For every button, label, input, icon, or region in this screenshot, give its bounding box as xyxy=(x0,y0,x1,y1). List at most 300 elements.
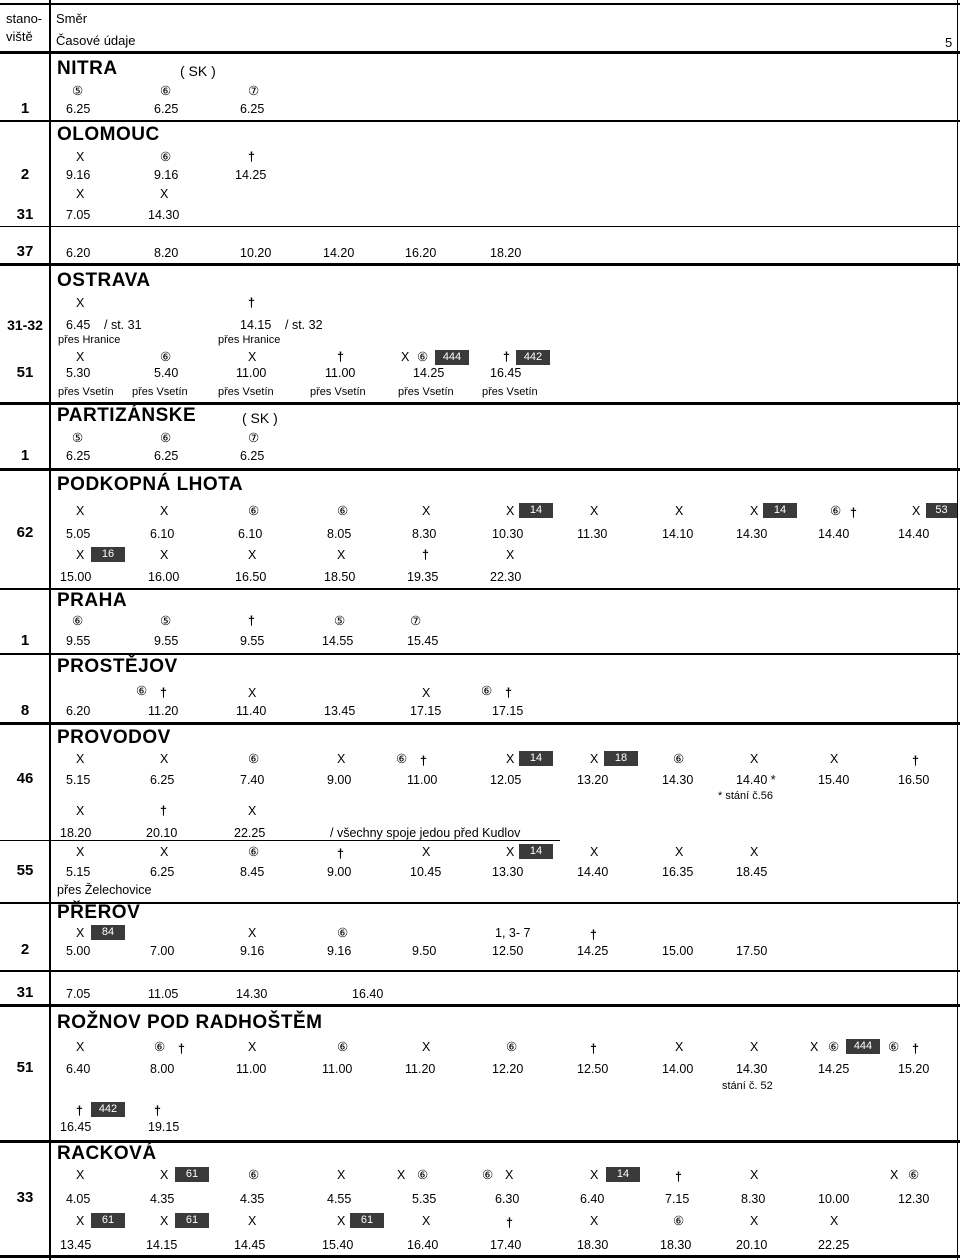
day-symbol: † xyxy=(248,296,255,310)
stand-number: 8 xyxy=(20,702,30,719)
stand-number: 1 xyxy=(20,447,30,464)
stand-number: 62 xyxy=(16,524,34,541)
day-symbol: X xyxy=(248,926,257,940)
departure-time: 15.40 xyxy=(322,1238,354,1252)
day-symbol: ⑥ xyxy=(888,1040,900,1054)
day-symbol: ⑥ xyxy=(482,1168,494,1182)
departure-time: 9.16 xyxy=(240,944,265,958)
departure-time: 19.15 xyxy=(148,1120,180,1134)
departure-time: 9.55 xyxy=(66,634,91,648)
day-symbol: X xyxy=(248,804,257,818)
day-symbol: X xyxy=(76,187,85,201)
border-bottom xyxy=(0,1255,960,1258)
departure-time: 6.20 xyxy=(66,246,91,260)
day-symbol: X xyxy=(248,548,257,562)
divider-prerov xyxy=(0,1004,960,1007)
day-symbol: ⑤ xyxy=(72,431,84,445)
day-symbol: X xyxy=(750,752,759,766)
departure-time: 10.20 xyxy=(240,246,272,260)
day-symbol: ⑥ xyxy=(830,504,842,518)
destination-ostrava: OSTRAVA xyxy=(57,270,151,291)
departure-time: 9.50 xyxy=(412,944,437,958)
day-symbol: X xyxy=(675,845,684,859)
departure-time: 11.00 xyxy=(322,1062,353,1076)
departure-time: 6.45 xyxy=(66,318,91,332)
departure-time: 6.20 xyxy=(66,704,91,718)
day-symbol: X xyxy=(422,1040,431,1054)
header-stand-label-2: viště xyxy=(6,29,33,44)
departure-time: 10.30 xyxy=(492,527,524,541)
day-symbol: X xyxy=(810,1040,819,1054)
divider-partizanske xyxy=(0,468,960,471)
departure-time: 5.00 xyxy=(66,944,91,958)
country-sk: ( SK ) xyxy=(180,63,216,79)
line-badge: 53 xyxy=(926,503,957,518)
line-badge: 14 xyxy=(519,751,553,766)
departure-time: 9.16 xyxy=(327,944,352,958)
departure-time: 10.45 xyxy=(410,865,442,879)
departure-time: 4.35 xyxy=(150,1192,175,1206)
departure-time: 12.20 xyxy=(492,1062,524,1076)
departure-time: 6.30 xyxy=(495,1192,520,1206)
departure-time: 17.40 xyxy=(490,1238,522,1252)
day-symbol: † xyxy=(590,928,597,942)
departure-time: 14.30 xyxy=(662,773,694,787)
stand-number: 51 xyxy=(16,1059,34,1076)
departure-time: 7.00 xyxy=(150,944,175,958)
departure-time: 6.40 xyxy=(66,1062,91,1076)
departure-time: 8.00 xyxy=(150,1062,175,1076)
departure-time: 16.50 xyxy=(898,773,930,787)
day-symbol: X xyxy=(160,548,169,562)
departure-time: 16.40 xyxy=(352,987,384,1001)
line-badge: 14 xyxy=(519,844,553,859)
departure-time: 6.25 xyxy=(150,865,175,879)
departure-time: 8.05 xyxy=(327,527,352,541)
day-symbol: † xyxy=(76,1104,83,1118)
departure-time: 16.35 xyxy=(662,865,694,879)
departure-time: 5.05 xyxy=(66,527,91,541)
via-note: přes Vsetín xyxy=(132,386,188,398)
departure-time: 6.10 xyxy=(150,527,175,541)
header-times: Časové údaje xyxy=(56,33,136,48)
day-symbol: ⑤ xyxy=(72,84,84,98)
day-symbol: X xyxy=(76,350,85,364)
divider-podkopna xyxy=(0,588,960,590)
departure-time: 11.20 xyxy=(148,704,179,718)
departure-time: 14.15 xyxy=(146,1238,178,1252)
departure-time: 17.15 xyxy=(492,704,524,718)
departure-time: 11.20 xyxy=(405,1062,436,1076)
departure-time: 14.25 xyxy=(818,1062,850,1076)
day-symbol: † xyxy=(160,686,167,700)
stand-note: / st. 32 xyxy=(285,318,323,332)
day-symbol: X xyxy=(76,845,85,859)
via-note: přes Vsetín xyxy=(58,386,114,398)
day-symbol: † xyxy=(506,1216,513,1230)
departure-time: 6.25 xyxy=(154,449,179,463)
stand-note: * stání č.56 xyxy=(718,790,774,802)
day-symbol: ⑥ xyxy=(72,614,84,628)
departure-time: 20.10 xyxy=(736,1238,768,1252)
day-symbol: ⑥ xyxy=(337,504,349,518)
line-badge: 444 xyxy=(846,1039,880,1054)
route-note: / všechny spoje jedou před Kudlov xyxy=(330,826,521,840)
day-symbol: ⑦ xyxy=(248,431,260,445)
day-symbol: ⑥ xyxy=(154,1040,166,1054)
departure-time: 14.25 xyxy=(235,168,267,182)
departure-time: 14.25 xyxy=(577,944,609,958)
day-symbol: ⑥ xyxy=(160,84,172,98)
departure-time: 15.45 xyxy=(407,634,439,648)
departure-time: 5.35 xyxy=(412,1192,437,1206)
day-symbol: † xyxy=(422,548,429,562)
day-symbol: ⑥ xyxy=(248,1168,260,1182)
departure-time: 11.40 xyxy=(236,704,267,718)
departure-time: 7.05 xyxy=(66,987,91,1001)
stand-note: stání č. 52 xyxy=(722,1080,773,1092)
departure-time: 22.25 xyxy=(234,826,266,840)
departure-time: 14.30 xyxy=(148,208,180,222)
line-badge: 61 xyxy=(350,1213,384,1228)
departure-time: 16.45 xyxy=(60,1120,92,1134)
departure-time: 8.30 xyxy=(741,1192,766,1206)
departure-time: 18.45 xyxy=(736,865,768,879)
page-number: 5 xyxy=(945,35,953,50)
stand-number: 37 xyxy=(16,243,34,260)
day-symbol: X xyxy=(750,1214,759,1228)
day-symbol: X xyxy=(397,1168,406,1182)
day-symbol: X xyxy=(401,350,410,364)
departure-time: 13.45 xyxy=(60,1238,92,1252)
destination-provodov: PROVODOV xyxy=(57,727,171,748)
via-note: přes Vsetín xyxy=(218,386,274,398)
departure-time: 19.35 xyxy=(407,570,439,584)
departure-time: 5.40 xyxy=(154,366,179,380)
departure-time: 22.25 xyxy=(818,1238,850,1252)
departure-time: 8.20 xyxy=(154,246,179,260)
day-symbol: X xyxy=(590,1214,599,1228)
departure-time: 11.00 xyxy=(325,366,356,380)
line-badge: 84 xyxy=(91,925,125,940)
day-symbol: X xyxy=(337,1214,346,1228)
departure-time: 12.50 xyxy=(577,1062,609,1076)
line-badge: 442 xyxy=(91,1102,125,1117)
stand-number: 55 xyxy=(16,862,34,879)
day-symbol: † xyxy=(337,350,344,364)
via-note: přes Hranice xyxy=(58,334,121,346)
via-note: přes Vsetín xyxy=(310,386,366,398)
day-symbol: † xyxy=(248,614,255,628)
day-symbol: X xyxy=(337,548,346,562)
departure-time: 11.00 xyxy=(236,1062,267,1076)
day-symbol: X xyxy=(506,752,515,766)
departure-time: 14.20 xyxy=(323,246,355,260)
day-symbol: † xyxy=(420,754,427,768)
departure-time: 6.40 xyxy=(580,1192,605,1206)
divider-prostejov xyxy=(0,722,960,725)
divider-provodov-46 xyxy=(0,840,560,841)
departure-time: 8.30 xyxy=(412,527,437,541)
departure-time: 9.00 xyxy=(327,773,352,787)
day-symbol: X xyxy=(76,804,85,818)
day-symbol: X xyxy=(76,504,85,518)
day-symbol: † xyxy=(154,1104,161,1118)
departure-time: 15.40 xyxy=(818,773,850,787)
departure-time: 17.15 xyxy=(410,704,442,718)
day-symbol: X xyxy=(76,150,85,164)
day-symbol: † xyxy=(248,150,255,164)
column-divider xyxy=(49,0,51,1260)
header-stand-label: stano- xyxy=(6,11,43,26)
departure-time: 11.05 xyxy=(148,987,179,1001)
departure-time: 11.00 xyxy=(407,773,438,787)
day-symbol: ⑥ xyxy=(337,1040,349,1054)
day-symbol: X xyxy=(506,504,515,518)
day-symbol: ⑥ xyxy=(160,350,172,364)
departure-time: 9.55 xyxy=(154,634,179,648)
day-symbol: X xyxy=(912,504,921,518)
departure-time: 14.40 * xyxy=(736,773,776,787)
departure-time: 9.16 xyxy=(154,168,179,182)
departure-time: 13.45 xyxy=(324,704,356,718)
day-symbol: ⑥ xyxy=(136,684,148,698)
departure-time: 5.15 xyxy=(66,773,91,787)
line-badge: 14 xyxy=(606,1167,640,1182)
day-symbol: X xyxy=(506,548,515,562)
day-symbol: X xyxy=(76,1040,85,1054)
day-symbol: X xyxy=(76,548,85,562)
day-symbol: X xyxy=(76,926,85,940)
day-symbol: X xyxy=(750,1168,759,1182)
departure-time: 18.50 xyxy=(324,570,356,584)
departure-time: 14.00 xyxy=(662,1062,694,1076)
day-symbol: † xyxy=(675,1170,682,1184)
line-badge: 444 xyxy=(435,350,469,365)
day-symbol-range: 1, 3- 7 xyxy=(495,926,531,940)
day-symbol: X xyxy=(750,1040,759,1054)
departure-time: 15.20 xyxy=(898,1062,930,1076)
day-symbol: X xyxy=(76,296,85,310)
stand-number: 31-32 xyxy=(7,317,43,333)
departure-time: 9.55 xyxy=(240,634,265,648)
stand-number: 46 xyxy=(16,770,34,787)
departure-time: 12.05 xyxy=(490,773,522,787)
day-symbol: X xyxy=(590,845,599,859)
via-note: přes Vsetín xyxy=(398,386,454,398)
divider-olomouc-31 xyxy=(0,226,960,227)
country-sk: ( SK ) xyxy=(242,410,278,426)
day-symbol: ⑥ xyxy=(248,752,260,766)
line-badge: 442 xyxy=(516,350,550,365)
departure-time: 16.00 xyxy=(148,570,180,584)
day-symbol: † xyxy=(178,1042,185,1056)
line-badge: 61 xyxy=(175,1213,209,1228)
departure-time: 14.25 xyxy=(413,366,445,380)
departure-time: 18.20 xyxy=(60,826,92,840)
departure-time: 7.05 xyxy=(66,208,91,222)
day-symbol: ⑤ xyxy=(160,614,172,628)
departure-time: 16.50 xyxy=(235,570,267,584)
departure-time: 14.30 xyxy=(736,527,768,541)
departure-time: 20.10 xyxy=(146,826,178,840)
stand-number: 2 xyxy=(20,166,30,183)
stand-number: 31 xyxy=(16,206,34,223)
day-symbol: X xyxy=(590,504,599,518)
departure-time: 13.20 xyxy=(577,773,609,787)
destination-rackova: RACKOVÁ xyxy=(57,1143,157,1164)
day-symbol: X xyxy=(248,1214,257,1228)
day-symbol: ⑥ xyxy=(481,684,493,698)
departure-time: 4.55 xyxy=(327,1192,352,1206)
day-symbol: X xyxy=(675,504,684,518)
divider-praha xyxy=(0,653,960,655)
departure-time: 13.30 xyxy=(492,865,524,879)
day-symbol: ⑥ xyxy=(248,504,260,518)
departure-time: 14.30 xyxy=(736,1062,768,1076)
day-symbol: ⑤ xyxy=(334,614,346,628)
line-badge: 18 xyxy=(604,751,638,766)
line-badge: 16 xyxy=(91,547,125,562)
day-symbol: ⑦ xyxy=(248,84,260,98)
stand-number: 1 xyxy=(20,100,30,117)
departure-time: 18.20 xyxy=(490,246,522,260)
day-symbol: X xyxy=(248,686,257,700)
header-divider xyxy=(0,51,960,54)
departure-time: 6.10 xyxy=(238,527,263,541)
departure-time: 5.30 xyxy=(66,366,91,380)
destination-olomouc: OLOMOUC xyxy=(57,124,160,145)
departure-time: 14.30 xyxy=(236,987,268,1001)
day-symbol: X xyxy=(422,686,431,700)
day-symbol: ⑥ xyxy=(828,1040,840,1054)
day-symbol: X xyxy=(76,1168,85,1182)
day-symbol: † xyxy=(850,506,857,520)
day-symbol: ⑥ xyxy=(248,845,260,859)
destination-praha: PRAHA xyxy=(57,590,128,611)
departure-time: 11.30 xyxy=(577,527,608,541)
day-symbol: X xyxy=(590,752,599,766)
day-symbol: X xyxy=(160,187,169,201)
day-symbol: X xyxy=(76,752,85,766)
line-badge: 14 xyxy=(763,503,797,518)
departure-time: 10.00 xyxy=(818,1192,850,1206)
day-symbol: X xyxy=(830,1214,839,1228)
day-symbol: ⑥ xyxy=(673,1214,685,1228)
day-symbol: X xyxy=(890,1168,899,1182)
day-symbol: X xyxy=(76,1214,85,1228)
departure-time: 6.25 xyxy=(66,102,91,116)
departure-time: 6.25 xyxy=(66,449,91,463)
departure-time: 16.40 xyxy=(407,1238,439,1252)
day-symbol: X xyxy=(160,1214,169,1228)
departure-time: 16.20 xyxy=(405,246,437,260)
departure-time: 14.55 xyxy=(322,634,354,648)
border-top xyxy=(0,3,960,5)
day-symbol: † xyxy=(503,350,510,364)
day-symbol: ⑥ xyxy=(396,752,408,766)
stand-number: 1 xyxy=(20,632,30,649)
day-symbol: † xyxy=(590,1042,597,1056)
day-symbol: X xyxy=(248,1040,257,1054)
day-symbol: X xyxy=(422,1214,431,1228)
day-symbol: ⑥ xyxy=(160,431,172,445)
departure-time: 4.05 xyxy=(66,1192,91,1206)
day-symbol: ⑦ xyxy=(410,614,422,628)
departure-time: 17.50 xyxy=(736,944,768,958)
day-symbol: ⑥ xyxy=(160,150,172,164)
departure-time: 22.30 xyxy=(490,570,522,584)
departure-time: 15.00 xyxy=(60,570,92,584)
day-symbol: ⑥ xyxy=(417,1168,429,1182)
day-symbol: X xyxy=(675,1040,684,1054)
day-symbol: X xyxy=(160,752,169,766)
day-symbol: X xyxy=(506,845,515,859)
day-symbol: ⑥ xyxy=(506,1040,518,1054)
day-symbol: † xyxy=(912,1042,919,1056)
day-symbol: ⑥ xyxy=(673,752,685,766)
day-symbol: X xyxy=(160,504,169,518)
right-border xyxy=(957,0,958,1260)
stand-number: 31 xyxy=(16,984,34,1001)
departure-time: 11.00 xyxy=(236,366,267,380)
stand-number: 33 xyxy=(16,1189,34,1206)
day-symbol: X xyxy=(248,350,257,364)
via-note: přes Vsetín xyxy=(482,386,538,398)
departure-time: 14.45 xyxy=(234,1238,266,1252)
day-symbol: ⑥ xyxy=(908,1168,920,1182)
line-badge: 61 xyxy=(175,1167,209,1182)
departure-time: 7.40 xyxy=(240,773,265,787)
divider-prerov-2 xyxy=(0,970,960,972)
day-symbol: X xyxy=(422,845,431,859)
departure-time: 14.15 xyxy=(240,318,272,332)
day-symbol: X xyxy=(337,1168,346,1182)
day-symbol: † xyxy=(912,754,919,768)
destination-nitra: NITRA xyxy=(57,58,118,79)
departure-time: 14.40 xyxy=(898,527,930,541)
via-note: přes Želechovice xyxy=(57,883,152,897)
day-symbol: X xyxy=(590,1168,599,1182)
departure-time: 7.15 xyxy=(665,1192,690,1206)
day-symbol: X xyxy=(830,752,839,766)
line-badge: 61 xyxy=(91,1213,125,1228)
departure-time: 14.40 xyxy=(818,527,850,541)
departure-time: 14.10 xyxy=(662,527,694,541)
via-note: přes Hranice xyxy=(218,334,281,346)
day-symbol: ⑥ xyxy=(337,926,349,940)
stand-note: / st. 31 xyxy=(104,318,142,332)
departure-time: 18.30 xyxy=(660,1238,692,1252)
departure-time: 16.45 xyxy=(490,366,522,380)
destination-prostejov: PROSTĚJOV xyxy=(57,656,178,677)
day-symbol: X xyxy=(750,845,759,859)
day-symbol: X xyxy=(422,504,431,518)
day-symbol: X xyxy=(160,845,169,859)
divider-provodov xyxy=(0,902,960,904)
departure-time: 14.40 xyxy=(577,865,609,879)
departure-time: 9.16 xyxy=(66,168,91,182)
departure-time: 12.30 xyxy=(898,1192,930,1206)
destination-partizanske: PARTIZÁNSKE xyxy=(57,405,197,426)
day-symbol: X xyxy=(750,504,759,518)
departure-time: 4.35 xyxy=(240,1192,265,1206)
departure-time: 6.25 xyxy=(150,773,175,787)
day-symbol: ⑥ xyxy=(417,350,429,364)
day-symbol: † xyxy=(337,847,344,861)
divider-olomouc xyxy=(0,263,960,266)
day-symbol: X xyxy=(505,1168,514,1182)
